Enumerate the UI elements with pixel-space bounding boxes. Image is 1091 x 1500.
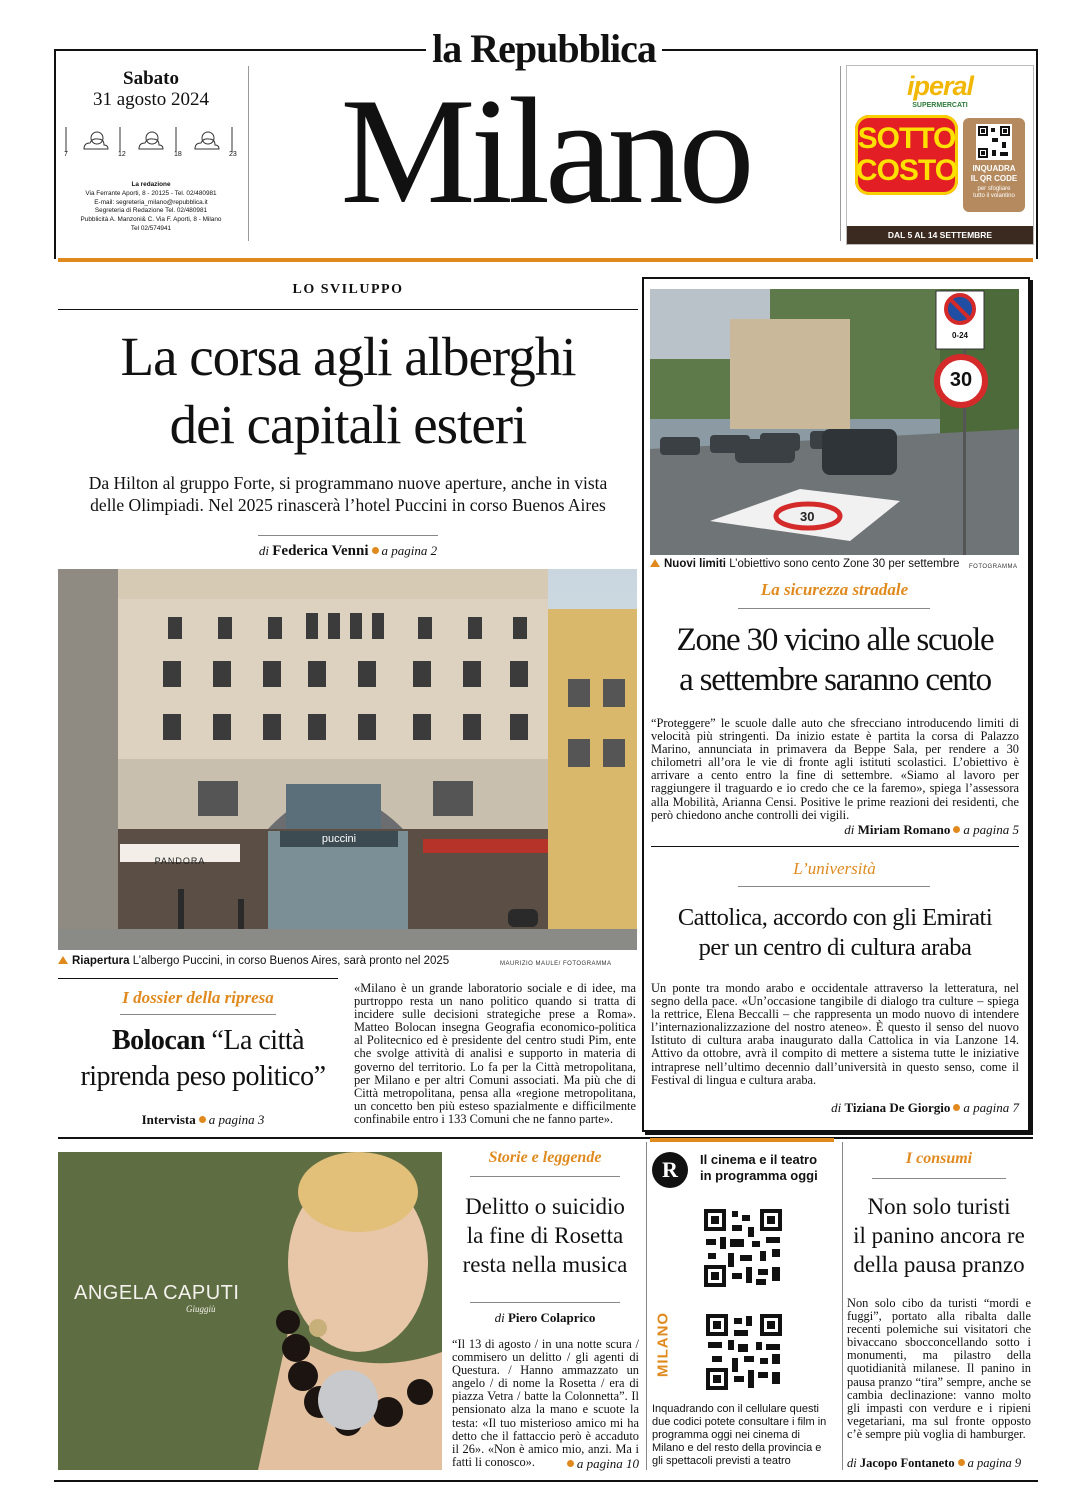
- ad-angela-caputi[interactable]: [58, 1152, 442, 1470]
- partly-cloudy-icon: [84, 132, 108, 149]
- iperal-dates: DAL 5 AL 14 SETTEMBRE: [847, 226, 1033, 244]
- zone30-headline-1: Zone 30 vicino alle scuole: [676, 622, 994, 658]
- universita-headline-2: per un centro di cultura araba: [698, 934, 972, 961]
- bolocan-byline: Intervista a pagina 3: [141, 1112, 265, 1127]
- universita-kicker: L’università: [793, 859, 876, 878]
- iperal-logo: iperal: [906, 71, 974, 101]
- zone30-page-ref[interactable]: a pagina 5: [963, 822, 1019, 837]
- section-label: LO SVILUPPO: [292, 282, 404, 297]
- consumi-headline-3: della pausa pranzo: [853, 1252, 1025, 1277]
- zone30-kicker: La sicurezza stradale: [760, 580, 909, 599]
- bolocan-kicker: I dossier della ripresa: [122, 988, 274, 1007]
- caputi-sub: Giuggiù: [186, 1304, 216, 1314]
- qr-code-cinema-icon[interactable]: [702, 1207, 784, 1289]
- temp-4: 23: [229, 151, 237, 158]
- universita-author: Tiziana De Giorgio: [844, 1100, 951, 1115]
- lead-photo-caption: Riapertura L’albergo Puccini, in corso Buenos Aires, sarà pronto nel 2025: [58, 955, 498, 967]
- date-full: 31 agosto 2024: [92, 89, 210, 110]
- iperal-qr-panel: INQUADRA IL QR CODE per sfogliare tutto il volantino: [963, 118, 1025, 212]
- zone30-photo: [650, 289, 1019, 555]
- lead-page-ref[interactable]: a pagina 2: [381, 543, 438, 558]
- universita-body: Un ponte tra mondo arabo e occidentale attraverso la letteratura, nel segno della pace. «Un’occasione tangibile di dialogo tra culture – spiega la rettrice, Elena Beccalli – che rappresenta un modo nuovo di intendere l’internazionalizzazione del nostro ateneo». È questo il senso del nuovo Istituto di cultura araba inaugurato dalla Cattolica in via Lanzone 14. Attivo da ottobre, avrà il compito di mettere a sistema tutte le iniziative intraprese nell’ultimo decennio dall’università in questo senso, come il Festival di lingua e cultura araba.: [651, 981, 1019, 1087]
- consumi-headline-2: il panino ancora re: [853, 1223, 1025, 1248]
- redazione-line: E-mail: segreteria_milano@repubblica.it: [94, 198, 208, 206]
- zone30-headline-2: a settembre saranno cento: [679, 662, 991, 698]
- zone30-body: “Proteggere” le scuole dalle auto che sfrecciano introducendo limiti di velocità più stringenti. Da inizio estate è partita la corsa di Palazzo Marino, annunciata in primavera da Beppe Sala, per rendere a 30 chilometri all’ora le vie di fronte agli istituti scolastici. L’obiettivo è arrivare a cento entro la fine di settembre. «Siamo al lavoro per raggiungere il traguardo e io credo che ce la faremo», spiega l’assessora alla Mobilità, Arianna Censi. Positive le prime reazioni dei residenti, che però chiedono anche controlli dei vigili.: [651, 716, 1019, 822]
- iperal-sub: SUPERMERCATI: [912, 102, 968, 109]
- zone30-caption: Nuovi limiti L’obiettivo sono cento Zone 30 per settembre: [650, 558, 968, 570]
- consumi-headline-1: Non solo turisti: [867, 1194, 1011, 1219]
- zone30-credit: FOTOGRAMMA: [969, 564, 1018, 570]
- ad-iperal[interactable]: [846, 65, 1034, 245]
- redazione-line: Via Ferrante Aporti, 8 - 20125 - Tel. 02/480981: [85, 189, 217, 197]
- hotel-photo: [58, 569, 637, 950]
- city-title: Milano: [340, 67, 750, 235]
- page-bottom-rule: [54, 1480, 1038, 1482]
- consumi-kicker: I consumi: [905, 1150, 973, 1167]
- lead-photo-credit: MAURIZIO MAULE/ FOTOGRAMMA: [500, 961, 612, 967]
- qr-code-theater-icon[interactable]: [704, 1312, 784, 1392]
- qr-code-icon: [976, 124, 1012, 160]
- temp-3: 18: [174, 151, 182, 158]
- redazione-line: Tel 02/574941: [130, 224, 172, 232]
- temp-2: 12: [118, 151, 126, 158]
- redazione-line: Pubblicità A. Manzoni& C. Via F. Aporti, 8 - Milano: [80, 216, 222, 224]
- lead-deck-2: delle Olimpiadi. Nel 2025 rinascerà l’hotel Puccini in corso Buenos Aires: [90, 495, 606, 515]
- lead-headline-2: dei capitali esteri: [169, 394, 527, 455]
- universita-byline: di Tiziana De Giorgio a pagina 7: [831, 1100, 1019, 1115]
- redazione-title: La redazione: [131, 181, 171, 188]
- universita-headline-1: Cattolica, accordo con gli Emirati: [677, 904, 993, 931]
- rosetta-page-ref[interactable]: a pagina 10: [576, 1456, 639, 1471]
- rosetta-headline-1: Delitto o suicidio: [465, 1194, 625, 1219]
- partly-cloudy-icon: [139, 132, 163, 149]
- date-weekday: Sabato: [123, 68, 179, 89]
- cinema-title-1: Il cinema e il teatro: [700, 1152, 818, 1167]
- lead-deck-1: Da Hilton al gruppo Forte, si programmano nuove aperture, anche in vista: [88, 473, 608, 493]
- road-marking-30: 30: [800, 509, 815, 524]
- partly-cloudy-icon: [195, 132, 219, 149]
- redazione-box: [60, 181, 242, 234]
- bolocan-headline-2: riprenda peso politico”: [80, 1061, 326, 1092]
- cinema-sign: puccini: [321, 833, 357, 845]
- consumi-page-ref[interactable]: a pagina 9: [967, 1456, 1022, 1470]
- cinema-title-2: in programma oggi: [700, 1168, 818, 1183]
- frame-right: [1036, 49, 1038, 259]
- rosetta-headline-2: la fine di Rosetta: [466, 1223, 624, 1248]
- street-image: [650, 289, 1019, 555]
- rosetta-headline-3: resta nella musica: [462, 1252, 628, 1277]
- rosetta-author: Piero Colaprico: [507, 1310, 596, 1325]
- shop-sign: PANDORA: [154, 856, 206, 866]
- temp-1: 7: [64, 151, 68, 158]
- rosetta-body: “Il 13 di agosto / in una notte scura / commisero un delitto / gli agenti di Questura. / Hanno ammazzato un angelo / di nome la Rosetta / era di piazza Vetra / batte la Colonnetta”. Il pensionato alza la mano e scuote la testa: «Il tuo misterioso amico mi ha detto che il fattaccio però è accaduto il 26». «Non è amico mio, anzi. Ma i fatti li conosco».: [452, 1337, 639, 1469]
- masthead-rule-right: [662, 49, 1038, 51]
- zone30-author: Miriam Romano: [857, 822, 951, 837]
- cinema-top-bar: [650, 1138, 834, 1142]
- universita-page-ref[interactable]: a pagina 7: [963, 1100, 1019, 1115]
- lead-headline-1: La corsa agli alberghi: [120, 326, 576, 387]
- consumi-byline: di Jacopo Fontaneto a pagina 9: [847, 1456, 1022, 1470]
- lead-author: Federica Venni: [272, 543, 369, 559]
- bolocan-page-ref[interactable]: a pagina 3: [208, 1112, 265, 1127]
- consumi-body: Non solo cibo da turisti “mordi e fuggi”, portato alla ribalta dalle recenti polemiche sui visitatori che bivaccano sbocconcellando sotto i monumenti, ma pilastro della quotidianità milanese. Il panino in pausa pranzo “tira” sempre, anche se cambia declinazione: vanno molto gli impasti con verdure e i ripieni vegetariani, ma sul fronte opposto c’è sempre più voglia di hamburger.: [847, 1296, 1031, 1441]
- bolocan-body: «Milano è un grande laboratorio sociale e di idee, ma purtroppo resta un nano politico quando si tratta di incidere sulle decisioni strategiche prese a Roma». Matteo Bolocan insegna Geografia economico-politica al Politecnico ed è presidente del centro studi Pim, ente che svolge attività di analisi e supporto in materia di governo del territorio. Lo fa per la Città metropolitana, per Milano e per altri Comuni associati. Ma più che di Città metropolitana, pensa alla «regione metropolitana, un concetto ben più esteso spazialmente e difficilmente confinabile entro i 133 Comuni che ne fanno parte».: [354, 981, 636, 1126]
- bolocan-headline-1: Bolocan “La città: [111, 1025, 305, 1056]
- frame-left: [54, 49, 56, 259]
- masthead-rule-left: [54, 49, 426, 51]
- caputi-brand: ANGELA CAPUTI: [74, 1282, 240, 1304]
- redazione-line: Segreteria di Redazione Tel. 02/480981: [94, 207, 208, 215]
- repubblica-logo: R: [652, 1152, 688, 1188]
- lead-byline: di Federica Venni a pagina 2: [258, 543, 438, 559]
- cinema-body: Inquadrando con il cellulare questi due codici potete consultare i film in programma oggi nei cinema di Milano e del resto della provincia e gli spettacoli previsti a teatro: [652, 1403, 827, 1467]
- rosetta-byline: di Piero Colaprico: [494, 1310, 596, 1325]
- zone30-byline: di Miriam Romano a pagina 5: [844, 822, 1019, 837]
- header-separator: [58, 258, 1033, 262]
- caption-marker-icon: [650, 559, 660, 567]
- weather-strip: [62, 124, 244, 164]
- rosetta-kicker: Storie e leggende: [488, 1149, 602, 1166]
- rosetta-page-line: [452, 1456, 639, 1472]
- consumi-author: Jacopo Fontaneto: [859, 1456, 955, 1470]
- parking-sign-hours: 0-24: [951, 331, 968, 340]
- caption-marker-icon: [58, 956, 68, 964]
- brand-name: la Repubblica: [432, 26, 656, 71]
- hotel-building-image: [58, 569, 637, 950]
- weather-chart: [62, 124, 244, 164]
- cinema-vertical-label: MILANO: [654, 1311, 672, 1378]
- sottocosto-badge: SOTTO COSTO: [855, 115, 958, 195]
- speed-sign: 30: [949, 369, 973, 391]
